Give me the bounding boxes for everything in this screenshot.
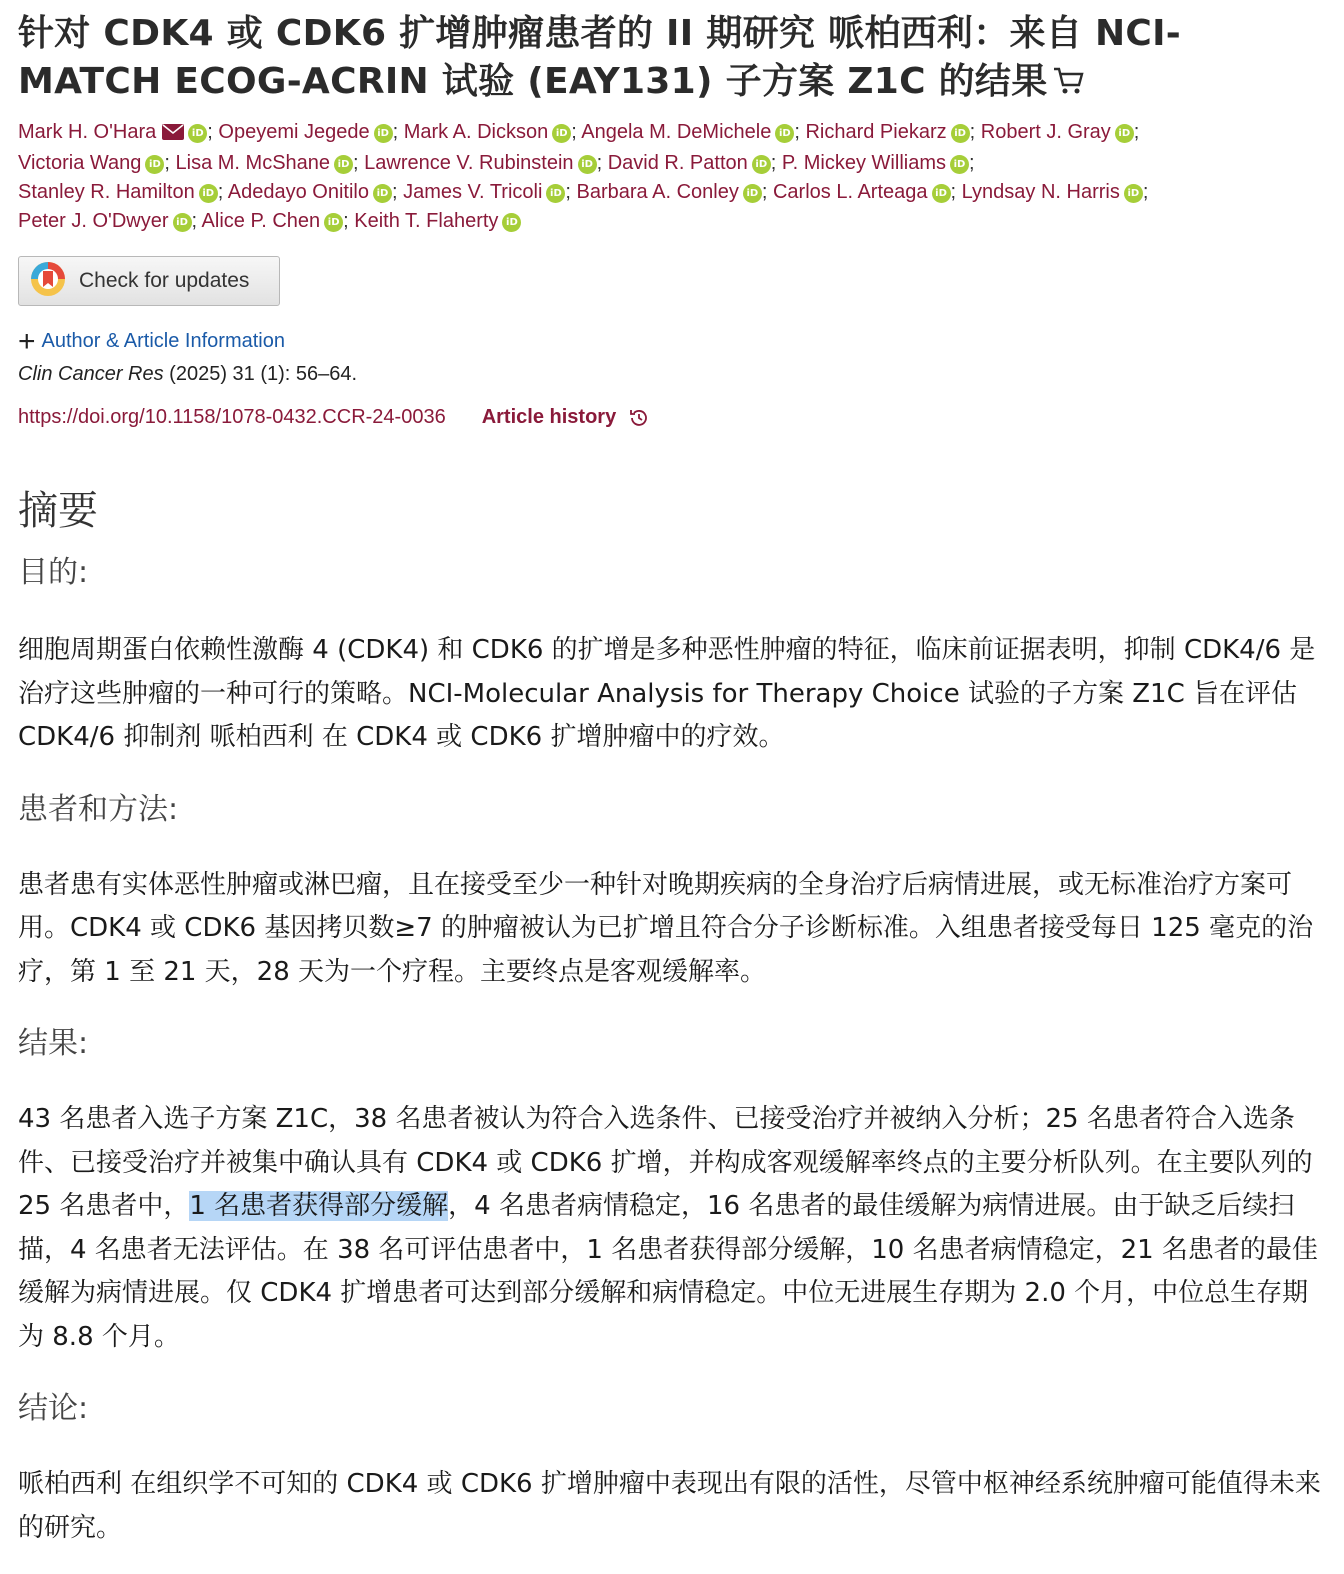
author-name-link[interactable]: Stanley R. Hamilton <box>18 181 195 203</box>
author-name-link[interactable]: P. Mickey Williams <box>781 152 946 174</box>
purpose-text: 细胞周期蛋白依赖性激酶 4 (CDK4) 和 CDK6 的扩增是多种恶性肿瘤的特征，临床前证据表明，抑制 CDK4/6 是治疗这些肿瘤的一种可行的策略。NCI-Molecular Analysis for Therapy Choice 试验的子方案 Z1C 旨在评估 CDK4/6 抑制剂 哌柏西利 在 CDK4 或 CDK6 扩增肿瘤中的疗效。 <box>18 635 1316 752</box>
orcid-icon[interactable]: iD <box>752 155 771 174</box>
author-item <box>18 210 202 232</box>
author-item <box>18 121 218 143</box>
author-separator: ; <box>164 152 170 174</box>
author-name-link[interactable]: Lawrence V. Rubinstein <box>364 152 574 174</box>
title-line-2: MATCH ECOG-ACRIN 试验 (EAY131) 子方案 Z1C 的结果 <box>18 61 1048 102</box>
abstract-heading: 摘要 <box>18 488 98 534</box>
author-name-link[interactable]: Opeyemi Jegede <box>218 121 370 143</box>
author-name-link[interactable]: Peter J. O'Dwyer <box>18 210 169 232</box>
orcid-icon[interactable]: iD <box>145 155 164 174</box>
author-separator: ; <box>571 121 577 143</box>
author-name-link[interactable]: Adedayo Onitilo <box>227 181 369 203</box>
author-item <box>228 181 403 203</box>
author-separator: ; <box>191 210 198 232</box>
author-item <box>218 121 403 143</box>
check-for-updates-label: Check for updates <box>79 269 250 292</box>
purpose-heading: 目的: <box>18 555 89 590</box>
author-item <box>403 181 576 203</box>
article-history-label: Article history <box>481 406 617 428</box>
article-page <box>0 10 1344 1550</box>
crossmark-icon <box>29 260 67 303</box>
results-text-end: ，4 名患者病情稳定，16 名患者的最佳缓解为病情进展。由于缺乏后续扫描，4 名患者无法评估。在 38 名可评估患者中，1 名患者获得部分缓解，10 名患者病情稳定，21 名患者的最佳缓解为病情进展。仅 CDK4 扩增患者可达到部分缓解和病情稳定。中位无进展生存期为 2.0 个月，中位总生存期为 8.8 个月。 <box>18 1191 1318 1352</box>
author-item <box>364 152 608 174</box>
author-separator: ; <box>565 181 571 203</box>
author-item <box>773 181 962 203</box>
citation-details: (2025) 31 (1): 56–64. <box>163 363 358 385</box>
title-line-1: 针对 CDK4 或 CDK6 扩增肿瘤患者的 II 期研究 哌柏西利：来自 NCI- <box>18 13 1182 54</box>
author-name-link[interactable]: Barbara A. Conley <box>576 181 739 203</box>
author-article-info-link[interactable]: Author & Article Information <box>41 330 285 352</box>
author-name-link[interactable]: Alice P. Chen <box>201 210 321 232</box>
author-separator: ; <box>596 152 603 174</box>
author-name-link[interactable]: Carlos L. Arteaga <box>772 181 928 203</box>
citation <box>18 363 1326 386</box>
conclusions-text: 哌柏西利 在组织学不可知的 CDK4 或 CDK6 扩增肿瘤中表现出有限的活性，尽管中枢神经系统肿瘤可能值得未来的研究。 <box>18 1469 1321 1543</box>
author-name-link[interactable]: Victoria Wang <box>18 152 142 174</box>
article-history-link[interactable] <box>482 406 650 429</box>
author-item <box>577 181 773 203</box>
shopping-cart-icon[interactable] <box>1052 62 1086 110</box>
author-item <box>581 121 805 143</box>
author-separator: ; <box>343 210 349 232</box>
author-name-link[interactable]: Mark H. O'Hara <box>18 121 157 143</box>
author-article-info-toggle[interactable] <box>18 324 1326 358</box>
author-name-link[interactable]: Keith T. Flaherty <box>354 210 499 232</box>
doi-link[interactable]: https://doi.org/10.1158/1078-0432.CCR-24-0036 <box>18 406 446 428</box>
orcid-icon[interactable]: iD <box>199 184 218 203</box>
author-item <box>805 121 980 143</box>
article-title <box>18 10 1326 110</box>
orcid-icon[interactable]: iD <box>546 184 565 203</box>
author-separator: ; <box>391 181 398 203</box>
orcid-icon[interactable]: iD <box>173 213 192 232</box>
doi-row <box>18 406 1326 429</box>
author-item <box>981 121 1140 143</box>
orcid-icon[interactable]: iD <box>334 155 353 174</box>
author-separator: ; <box>217 181 224 203</box>
author-separator: ; <box>207 121 213 143</box>
conclusions-heading: 结论: <box>18 1391 89 1426</box>
author-separator: ; <box>1142 181 1149 203</box>
author-item <box>404 121 582 143</box>
author-name-link[interactable]: David R. Patton <box>607 152 748 174</box>
orcid-icon[interactable]: iD <box>932 184 951 203</box>
orcid-icon[interactable]: iD <box>552 124 571 143</box>
author-separator: ; <box>969 121 976 143</box>
author-name-link[interactable]: Robert J. Gray <box>980 121 1111 143</box>
methods-heading: 患者和方法: <box>18 791 179 827</box>
author-name-link[interactable]: Angela M. DeMichele <box>581 121 772 143</box>
orcid-icon[interactable]: iD <box>502 213 521 232</box>
results-text <box>18 1098 1326 1359</box>
orcid-icon[interactable]: iD <box>743 184 762 203</box>
author-name-link[interactable]: Richard Piekarz <box>805 121 947 143</box>
author-name-link[interactable]: Lyndsay N. Harris <box>961 181 1120 203</box>
author-item <box>176 152 365 174</box>
author-separator: ; <box>353 152 359 174</box>
orcid-icon[interactable]: iD <box>1115 124 1134 143</box>
author-item <box>202 210 355 232</box>
author-separator: ; <box>794 121 800 143</box>
author-item <box>354 210 521 232</box>
author-separator: ; <box>770 152 777 174</box>
author-separator: ; <box>968 152 975 174</box>
results-heading: 结果: <box>18 1026 89 1061</box>
orcid-icon[interactable]: iD <box>578 155 597 174</box>
author-item <box>608 152 782 174</box>
author-list <box>18 118 1326 236</box>
orcid-icon[interactable]: iD <box>951 124 970 143</box>
methods-text: 患者患有实体恶性肿瘤或淋巴瘤，且在接受至少一种针对晚期疾病的全身治疗后病情进展，或无标准治疗方案可用。CDK4 或 CDK6 基因拷贝数≥7 的肿瘤被认为已扩增且符合分子诊断标准。入组患者接受每日 125 毫克的治疗，第 1 至 21 天，28 天为一个疗程。主要终点是客观缓解率。 <box>18 869 1314 987</box>
orcid-icon[interactable]: iD <box>775 124 794 143</box>
history-clock-icon <box>628 407 650 429</box>
author-separator: ; <box>1133 121 1140 143</box>
orcid-icon[interactable]: iD <box>374 124 393 143</box>
author-item <box>962 181 1149 203</box>
journal-name: Clin Cancer Res <box>18 363 164 385</box>
author-row <box>18 118 1326 149</box>
orcid-icon[interactable]: iD <box>1124 184 1143 203</box>
author-row <box>18 207 1326 236</box>
author-item <box>18 152 176 174</box>
author-separator: ; <box>950 181 957 203</box>
check-for-updates-button[interactable] <box>18 256 280 306</box>
author-separator: ; <box>392 121 399 143</box>
selected-text: 1 名患者获得部分缓解 <box>189 1191 449 1221</box>
envelope-icon[interactable] <box>162 120 184 149</box>
author-item <box>18 181 228 203</box>
author-row <box>18 149 1326 178</box>
orcid-icon[interactable]: iD <box>373 184 392 203</box>
orcid-icon[interactable]: iD <box>188 124 207 143</box>
results-text-start: 43 名患者入选子方案 Z1C，38 名患者被认为符合入选条件、已接受治疗并被纳入分析；25 名患者符合入选条件、已接受治疗并被集中确认具有 CDK4 或 CDK6 扩增，并构成客观缓解率终点的主要分析队列。在主要队列的 25 名患者中， <box>18 1104 1313 1221</box>
author-separator: ; <box>761 181 768 203</box>
author-item <box>782 152 975 174</box>
orcid-icon[interactable]: iD <box>324 213 343 232</box>
author-name-link[interactable]: James V. Tricoli <box>403 181 543 203</box>
author-row <box>18 178 1326 207</box>
orcid-icon[interactable]: iD <box>950 155 969 174</box>
author-name-link[interactable]: Mark A. Dickson <box>403 121 549 143</box>
author-name-link[interactable]: Lisa M. McShane <box>175 152 331 174</box>
plus-icon: + <box>18 324 36 358</box>
